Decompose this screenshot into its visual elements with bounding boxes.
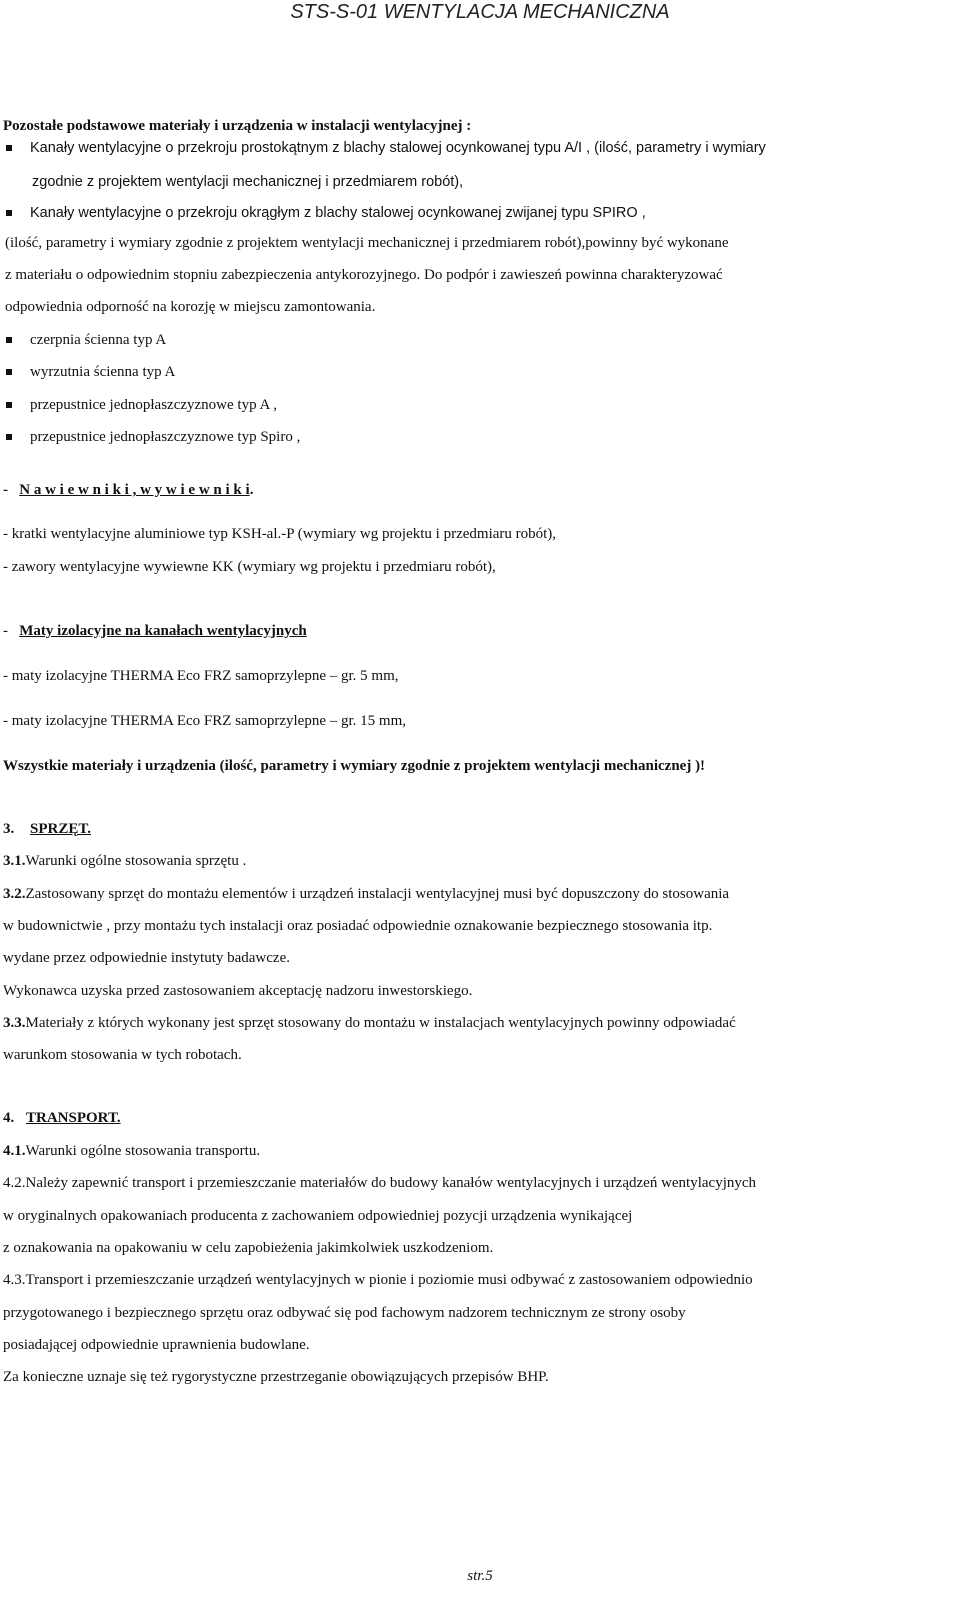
nawiewniki-period: .	[249, 482, 254, 498]
materials-item-5: przepustnice jednopłaszczyznowe typ A ,	[30, 397, 278, 413]
materials-heading: Pozostałe podstawowe materiały i urządzenia w instalacji wentylacyjnej :	[3, 118, 472, 134]
section-3-2-line-4: Wykonawca uzyska przed zastosowaniem akceptację nadzoru inwestorskiego.	[3, 983, 473, 999]
section-3-title: SPRZĘT.	[30, 821, 91, 837]
maty-title: Maty izolacyjne na kanałach wentylacyjnych	[19, 623, 307, 639]
section-3-2-line-1	[3, 884, 729, 904]
nawiewniki-line-1: - kratki wentylacyjne aluminiowe typ KSH-al.-P (wymiary wg projektu i przedmiaru robót),	[3, 526, 557, 542]
section-4-3-line-4: Za konieczne uznaje się też rygorystyczne przestrzeganie obowiązujących przepisów BHP.	[3, 1369, 549, 1385]
materials-item-3: czerpnia ścienna typ A	[30, 332, 167, 348]
section-4-1-number: 4.1.	[3, 1143, 26, 1159]
page-header: STS-S-01 WENTYLACJA MECHANICZNA	[290, 1, 670, 23]
section-3-2-line-3: wydane przez odpowiednie instytuty badawcze.	[3, 950, 290, 966]
nawiewniki-heading	[3, 480, 253, 500]
bullet-icon	[6, 369, 12, 375]
section-4-3-line-3: posiadającej odpowiednie uprawnienia budowlane.	[3, 1337, 310, 1353]
section-3-1-text: Warunki ogólne stosowania sprzętu .	[25, 853, 247, 869]
bullet-icon	[6, 434, 12, 440]
materials-item-2-line-2: (ilość, parametry i wymiary zgodnie z projektem wentylacji mechanicznej i przedmiarem robót),powinny być wykonane	[5, 235, 729, 251]
maty-dash: -	[3, 623, 8, 639]
section-4-1-text: Warunki ogólne stosowania transportu.	[25, 1143, 261, 1159]
section-4-2-line-1: 4.2.Należy zapewnić transport i przemieszczanie materiałów do budowy kanałów wentylacyjnych i urządzeń wentylacyjnych	[3, 1175, 757, 1191]
maty-line-2: - maty izolacyjne THERMA Eco FRZ samoprzylepne – gr. 15 mm,	[3, 713, 406, 729]
bullet-icon	[6, 210, 12, 216]
section-4-2-line-3: z oznakowania na opakowaniu w celu zapobieżenia jakimkolwiek uszkodzeniom.	[3, 1240, 494, 1256]
materials-item-1-line-1: Kanały wentylacyjne o przekroju prostokątnym z blachy stalowej ocynkowanej typu A/I , (ilość, parametry i wymiary	[30, 140, 766, 156]
section-3-3-text: Materiały z których wykonany jest sprzęt stosowany do montażu w instalacjach wentylacyjnych powinny odpowiadać	[25, 1015, 736, 1031]
section-3-3-line-1	[3, 1013, 736, 1033]
section-4-heading	[3, 1108, 121, 1128]
section-3-1	[3, 851, 246, 871]
materials-item-2-line-4: odpowiednia odporność na korozję w miejscu zamontowania.	[5, 299, 376, 315]
section-4-title: TRANSPORT.	[26, 1110, 121, 1126]
section-4-3-line-1: 4.3.Transport i przemieszczanie urządzeń wentylacyjnych w pionie i poziomie musi odbywać z zastosowaniem odpowiednio	[3, 1272, 753, 1288]
nawiewniki-title: N a w i e w n i k i , w y w i e w n i k i	[19, 482, 250, 498]
maty-line-1: - maty izolacyjne THERMA Eco FRZ samoprzylepne – gr. 5 mm,	[3, 668, 399, 684]
page-number: str.5	[467, 1568, 493, 1584]
section-4-3-line-2: przygotowanego i bezpiecznego sprzętu oraz odbywać się pod fachowym nadzorem technicznym ze strony osoby	[3, 1305, 686, 1321]
materials-item-6: przepustnice jednopłaszczyznowe typ Spiro ,	[30, 429, 301, 445]
section-3-1-number: 3.1.	[3, 853, 26, 869]
summary-note: Wszystkie materiały i urządzenia (ilość, parametry i wymiary zgodnie z projektem wentylacji mechanicznej )!	[3, 758, 706, 774]
materials-item-2-line-1: Kanały wentylacyjne o przekroju okrągłym z blachy stalowej ocynkowanej zwijanej typu SPIRO ,	[30, 205, 646, 221]
section-3-2-line-2: w budownictwie , przy montażu tych instalacji oraz posiadać odpowiednie oznakowanie bezpiecznego stosowania itp.	[3, 918, 713, 934]
materials-item-4: wyrzutnia ścienna typ A	[30, 364, 176, 380]
materials-item-1-line-2: zgodnie z projektem wentylacji mechanicznej i przedmiarem robót),	[32, 174, 464, 190]
section-3-3-line-2: warunkom stosowania w tych robotach.	[3, 1047, 242, 1063]
section-4-1	[3, 1141, 260, 1161]
section-3-2-text: Zastosowany sprzęt do montażu elementów i urządzeń instalacji wentylacyjnej musi być dopuszczony do stosowania	[25, 886, 730, 902]
section-3-3-number: 3.3.	[3, 1015, 26, 1031]
nawiewniki-line-2: - zawory wentylacyjne wywiewne KK (wymiary wg projektu i przedmiaru robót),	[3, 559, 496, 575]
bullet-icon	[6, 337, 12, 343]
section-3-heading	[3, 819, 91, 839]
maty-heading	[3, 621, 307, 641]
materials-item-2-line-3: z materiału o odpowiednim stopniu zabezpieczenia antykorozyjnego. Do podpór i zawieszeń powinna charakteryzować	[5, 267, 723, 283]
section-4-2-line-2: w oryginalnych opakowaniach producenta z zachowaniem odpowiedniej pozycji urządzenia wynikającej	[3, 1208, 633, 1224]
section-3-number: 3.	[3, 821, 15, 837]
bullet-icon	[6, 145, 12, 151]
bullet-icon	[6, 402, 12, 408]
nawiewniki-dash: -	[3, 482, 8, 498]
section-3-2-number: 3.2.	[3, 886, 26, 902]
section-4-number: 4.	[3, 1110, 15, 1126]
